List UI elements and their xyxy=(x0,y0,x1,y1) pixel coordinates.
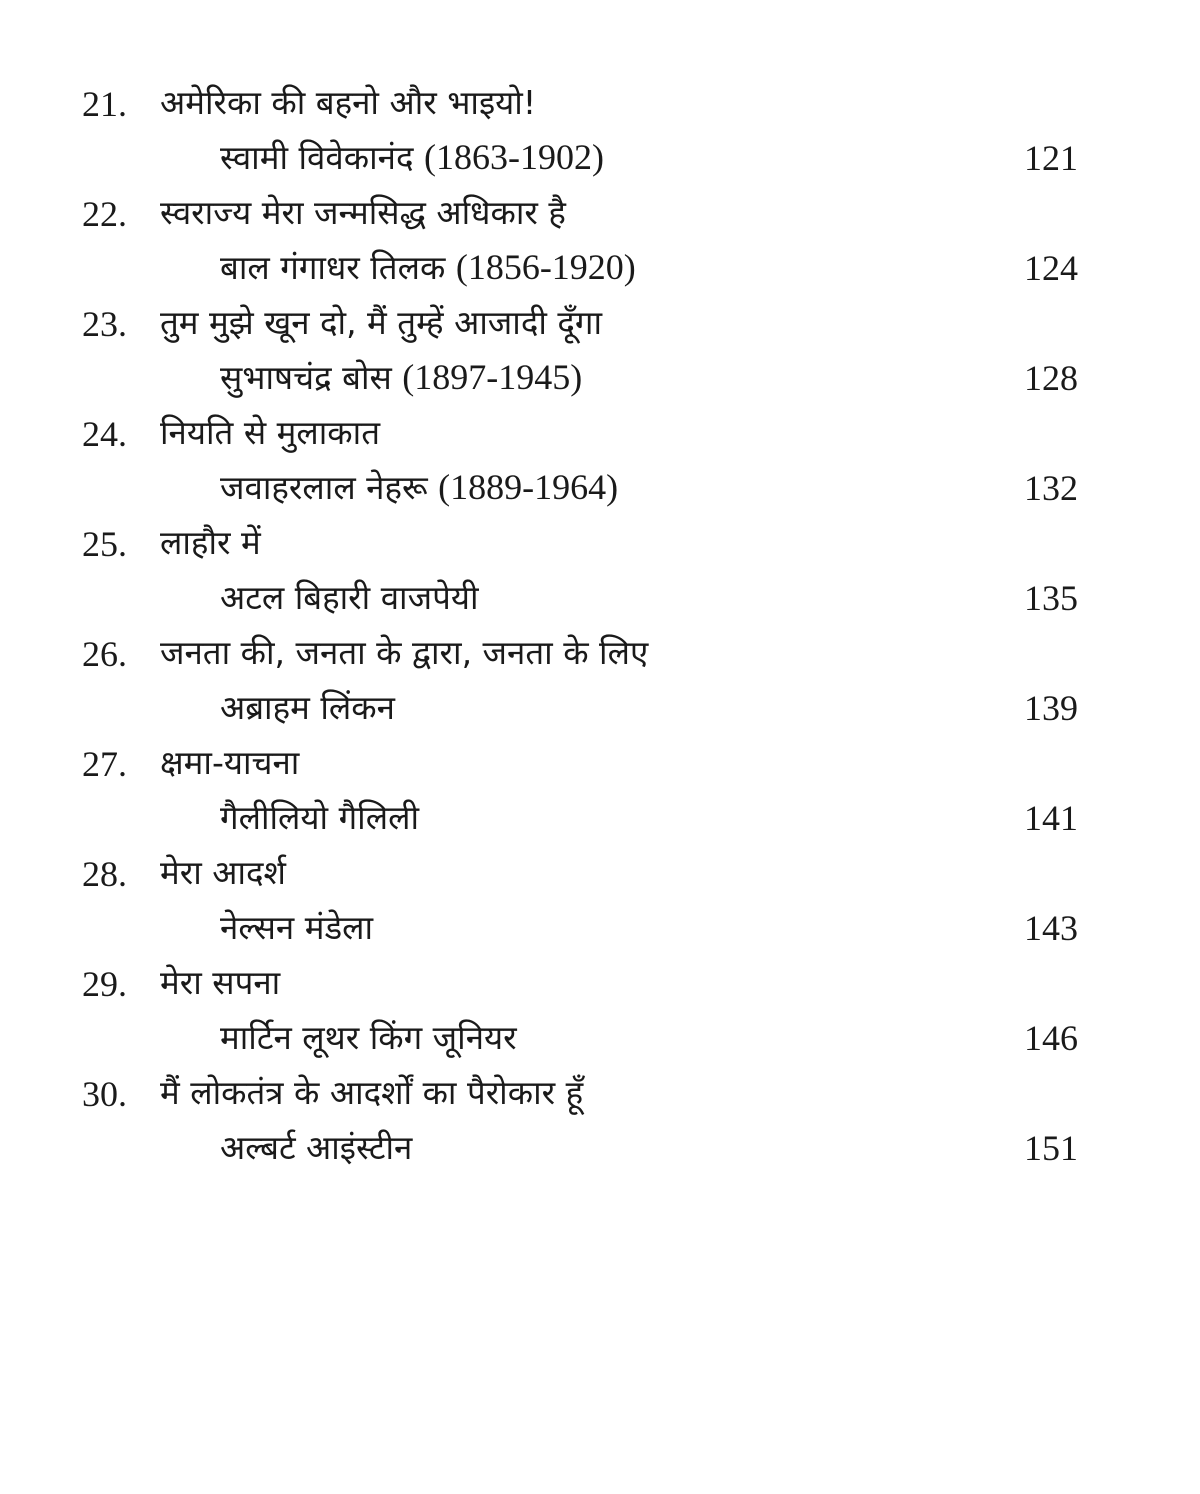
entry-author-line xyxy=(220,244,636,291)
entry-author-line xyxy=(220,794,419,841)
toc-title-row xyxy=(0,956,1200,1014)
entry-page-number: 121 xyxy=(1024,138,1078,178)
entry-title: मेरा आदर्श xyxy=(160,853,286,892)
toc-author-row xyxy=(0,1120,1200,1178)
entry-author: बाल गंगाधर तिलक xyxy=(220,248,446,287)
entry-number: 23. xyxy=(82,304,127,344)
toc-title-row xyxy=(0,186,1200,244)
entry-author: मार्टिन लूथर किंग जूनियर xyxy=(220,1018,517,1057)
entry-author: गैलीलियो गैलिली xyxy=(220,798,420,837)
entry-number: 24. xyxy=(82,414,127,454)
toc-title-row xyxy=(0,296,1200,354)
toc-author-row xyxy=(0,350,1200,408)
entry-title: तुम मुझे खून दो, मैं तुम्हें आजादी दूँगा xyxy=(160,303,603,342)
entry-title: क्षमा-याचना xyxy=(160,743,300,782)
entry-author-line xyxy=(220,354,582,401)
entry-author: नेल्सन मंडेला xyxy=(220,908,374,947)
entry-page-number: 141 xyxy=(1024,798,1078,838)
toc-title-row xyxy=(0,1066,1200,1124)
entry-title: स्वराज्य मेरा जन्मसिद्ध अधिकार है xyxy=(160,193,566,232)
entry-number: 30. xyxy=(82,1074,127,1114)
toc-author-row xyxy=(0,460,1200,518)
entry-years: (1856-1920) xyxy=(455,247,636,287)
entry-page-number: 132 xyxy=(1024,468,1078,508)
entry-title: लाहौर में xyxy=(160,523,261,562)
entry-page-number: 139 xyxy=(1024,688,1078,728)
toc-title-row xyxy=(0,626,1200,684)
entry-author: अल्बर्ट आइंस्टीन xyxy=(220,1128,413,1167)
toc-title-row xyxy=(0,406,1200,464)
entry-author-line xyxy=(220,684,395,731)
entry-author: जवाहरलाल नेहरू xyxy=(220,468,428,507)
entry-page-number: 143 xyxy=(1024,908,1078,948)
entry-number: 26. xyxy=(82,634,127,674)
entry-author: स्वामी विवेकानंद xyxy=(220,138,414,177)
toc-author-row xyxy=(0,1010,1200,1068)
entry-title: जनता की, जनता के द्वारा, जनता के लिए xyxy=(160,633,649,672)
entry-author-line xyxy=(220,574,479,621)
toc-author-row xyxy=(0,680,1200,738)
entry-number: 25. xyxy=(82,524,127,564)
entry-page-number: 151 xyxy=(1024,1128,1078,1168)
entry-page-number: 135 xyxy=(1024,578,1078,618)
entry-page-number: 128 xyxy=(1024,358,1078,398)
toc-title-row xyxy=(0,516,1200,574)
entry-years: (1863-1902) xyxy=(423,137,604,177)
entry-author-line xyxy=(220,1124,412,1171)
entry-number: 21. xyxy=(82,84,127,124)
entry-years: (1889-1964) xyxy=(438,467,619,507)
entry-page-number: 146 xyxy=(1024,1018,1078,1058)
entry-author: अटल बिहारी वाजपेयी xyxy=(220,578,479,617)
toc-author-row xyxy=(0,130,1200,188)
toc-title-row xyxy=(0,736,1200,794)
entry-years: (1897-1945) xyxy=(402,357,583,397)
toc-title-row xyxy=(0,846,1200,904)
entry-title: मैं लोकतंत्र के आदर्शों का पैरोकार हूँ xyxy=(160,1073,584,1112)
entry-number: 28. xyxy=(82,854,127,894)
entry-number: 29. xyxy=(82,964,127,1004)
entry-author-line xyxy=(220,134,604,181)
entry-author-line xyxy=(220,1014,517,1061)
toc-author-row xyxy=(0,240,1200,298)
toc-author-row xyxy=(0,900,1200,958)
entry-author-line xyxy=(220,904,373,951)
entry-title: नियति से मुलाकात xyxy=(160,413,381,452)
entry-number: 27. xyxy=(82,744,127,784)
entry-title: अमेरिका की बहनो और भाइयो! xyxy=(160,83,537,122)
entry-author-line xyxy=(220,464,618,511)
toc-title-row xyxy=(0,76,1200,134)
toc-author-row xyxy=(0,790,1200,848)
entry-title: मेरा सपना xyxy=(160,963,281,1002)
toc-author-row xyxy=(0,570,1200,628)
entry-number: 22. xyxy=(82,194,127,234)
entry-page-number: 124 xyxy=(1024,248,1078,288)
entry-author: सुभाषचंद्र बोस xyxy=(220,358,392,397)
entry-author: अब्राहम लिंकन xyxy=(220,688,395,727)
